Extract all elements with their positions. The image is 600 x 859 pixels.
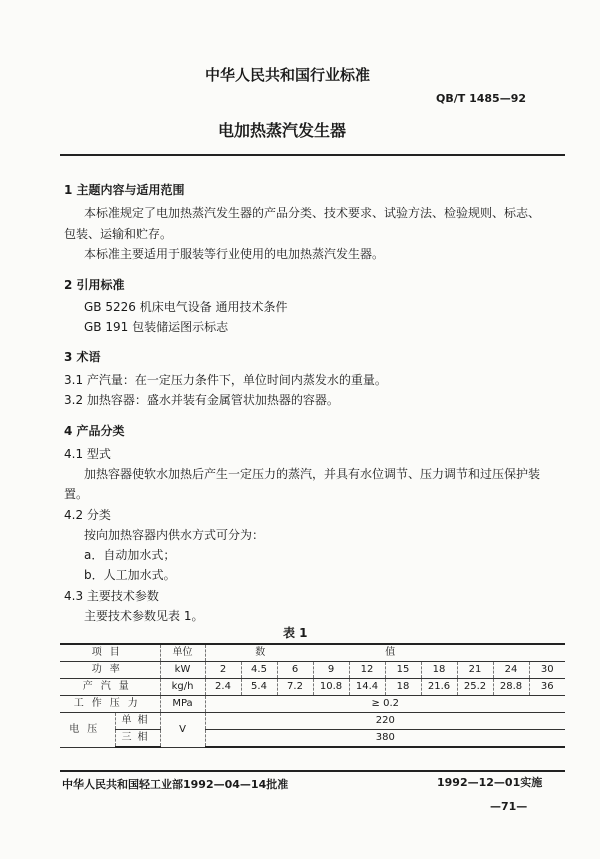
doc-title: 电加热蒸汽发生器: [218, 121, 347, 140]
row-unit: V: [160, 713, 205, 748]
cell: 24: [493, 662, 529, 679]
para: b．人工加水式。: [84, 568, 176, 582]
para: 本标准主要适用于服装等行业使用的电加热蒸汽发生器。: [84, 247, 385, 261]
row-item: 电压: [60, 713, 115, 748]
para: 4.1 型式: [64, 447, 111, 461]
row-unit: kg/h: [160, 679, 205, 696]
section-4-heading: 4 产品分类: [64, 424, 125, 438]
cell: 10.8: [313, 679, 349, 696]
header-values: 数值: [205, 644, 565, 662]
para: 本标准规定了电加热蒸汽发生器的产品分类、技术要求、试验方法、检验规则、标志、: [84, 206, 541, 220]
cell: 12: [349, 662, 385, 679]
table-row: [60, 713, 565, 730]
cell: 6: [277, 662, 313, 679]
cell: 30: [529, 662, 565, 679]
row-item: 产汽量: [60, 679, 160, 696]
org-title: 中华人民共和国行业标准: [205, 66, 371, 84]
para: 按向加热容器内供水方式可分为：: [84, 528, 265, 542]
cell: 21: [457, 662, 493, 679]
cell: 2: [205, 662, 241, 679]
header-item: 项目: [60, 644, 160, 662]
approval-line: 中华人民共和国轻工业部1992—04—14批准: [62, 778, 289, 791]
table-caption: 表 1: [283, 626, 308, 640]
table-row: [60, 696, 565, 713]
cell: 18: [385, 679, 421, 696]
term: 3.1 产汽量：在一定压力条件下，单位时间内蒸发水的重量。: [64, 373, 387, 387]
table-row: [60, 730, 565, 748]
cell: 21.6: [421, 679, 457, 696]
term: 3.2 加热容器：盛水并装有金属管状加热器的容器。: [64, 393, 339, 407]
cell: 2.4: [205, 679, 241, 696]
cell: 380: [205, 730, 565, 748]
cell: 15: [385, 662, 421, 679]
para: 主要技术参数见表 1。: [84, 609, 204, 623]
reference: GB 191 包装储运图示标志: [84, 320, 229, 334]
para: a．自动加水式；: [84, 548, 176, 562]
cell: 14.4: [349, 679, 385, 696]
cell: 18: [421, 662, 457, 679]
table-row: [60, 679, 565, 696]
row-unit: kW: [160, 662, 205, 679]
section-3-heading: 3 术语: [64, 350, 101, 364]
para: 包装、运输和贮存。: [64, 227, 173, 241]
row-unit: MPa: [160, 696, 205, 713]
row-subitem: 单相: [115, 713, 160, 730]
cell: ≥ 0.2: [205, 696, 565, 713]
cell: 25.2: [457, 679, 493, 696]
reference: GB 5226 机床电气设备 通用技术条件: [84, 300, 288, 314]
parameters-table: [60, 643, 565, 748]
cell: 28.8: [493, 679, 529, 696]
row-subitem: 三相: [115, 730, 160, 748]
para: 4.3 主要技术参数: [64, 589, 159, 603]
table-header-row: [60, 644, 565, 662]
cell: 220: [205, 713, 565, 730]
header-unit: 单位: [160, 644, 205, 662]
cell: 4.5: [241, 662, 277, 679]
table-row: [60, 662, 565, 679]
title-rule: [60, 154, 565, 156]
section-1-heading: 1 主题内容与适用范围: [64, 183, 185, 197]
page-number: —71—: [490, 800, 528, 813]
para: 4.2 分类: [64, 508, 111, 522]
cell: 9: [313, 662, 349, 679]
row-item: 工作压力: [60, 696, 160, 713]
standard-code: QB/T 1485—92: [436, 92, 527, 105]
cell: 7.2: [277, 679, 313, 696]
section-2-heading: 2 引用标准: [64, 278, 125, 292]
para: 加热容器使软水加热后产生一定压力的蒸汽，并具有水位调节、压力调节和过压保护装: [84, 467, 541, 481]
effective-date: 1992—12—01实施: [437, 776, 543, 789]
cell: 36: [529, 679, 565, 696]
footer-rule: [60, 770, 565, 772]
cell: 5.4: [241, 679, 277, 696]
para: 置。: [64, 487, 89, 501]
row-item: 功率: [60, 662, 160, 679]
